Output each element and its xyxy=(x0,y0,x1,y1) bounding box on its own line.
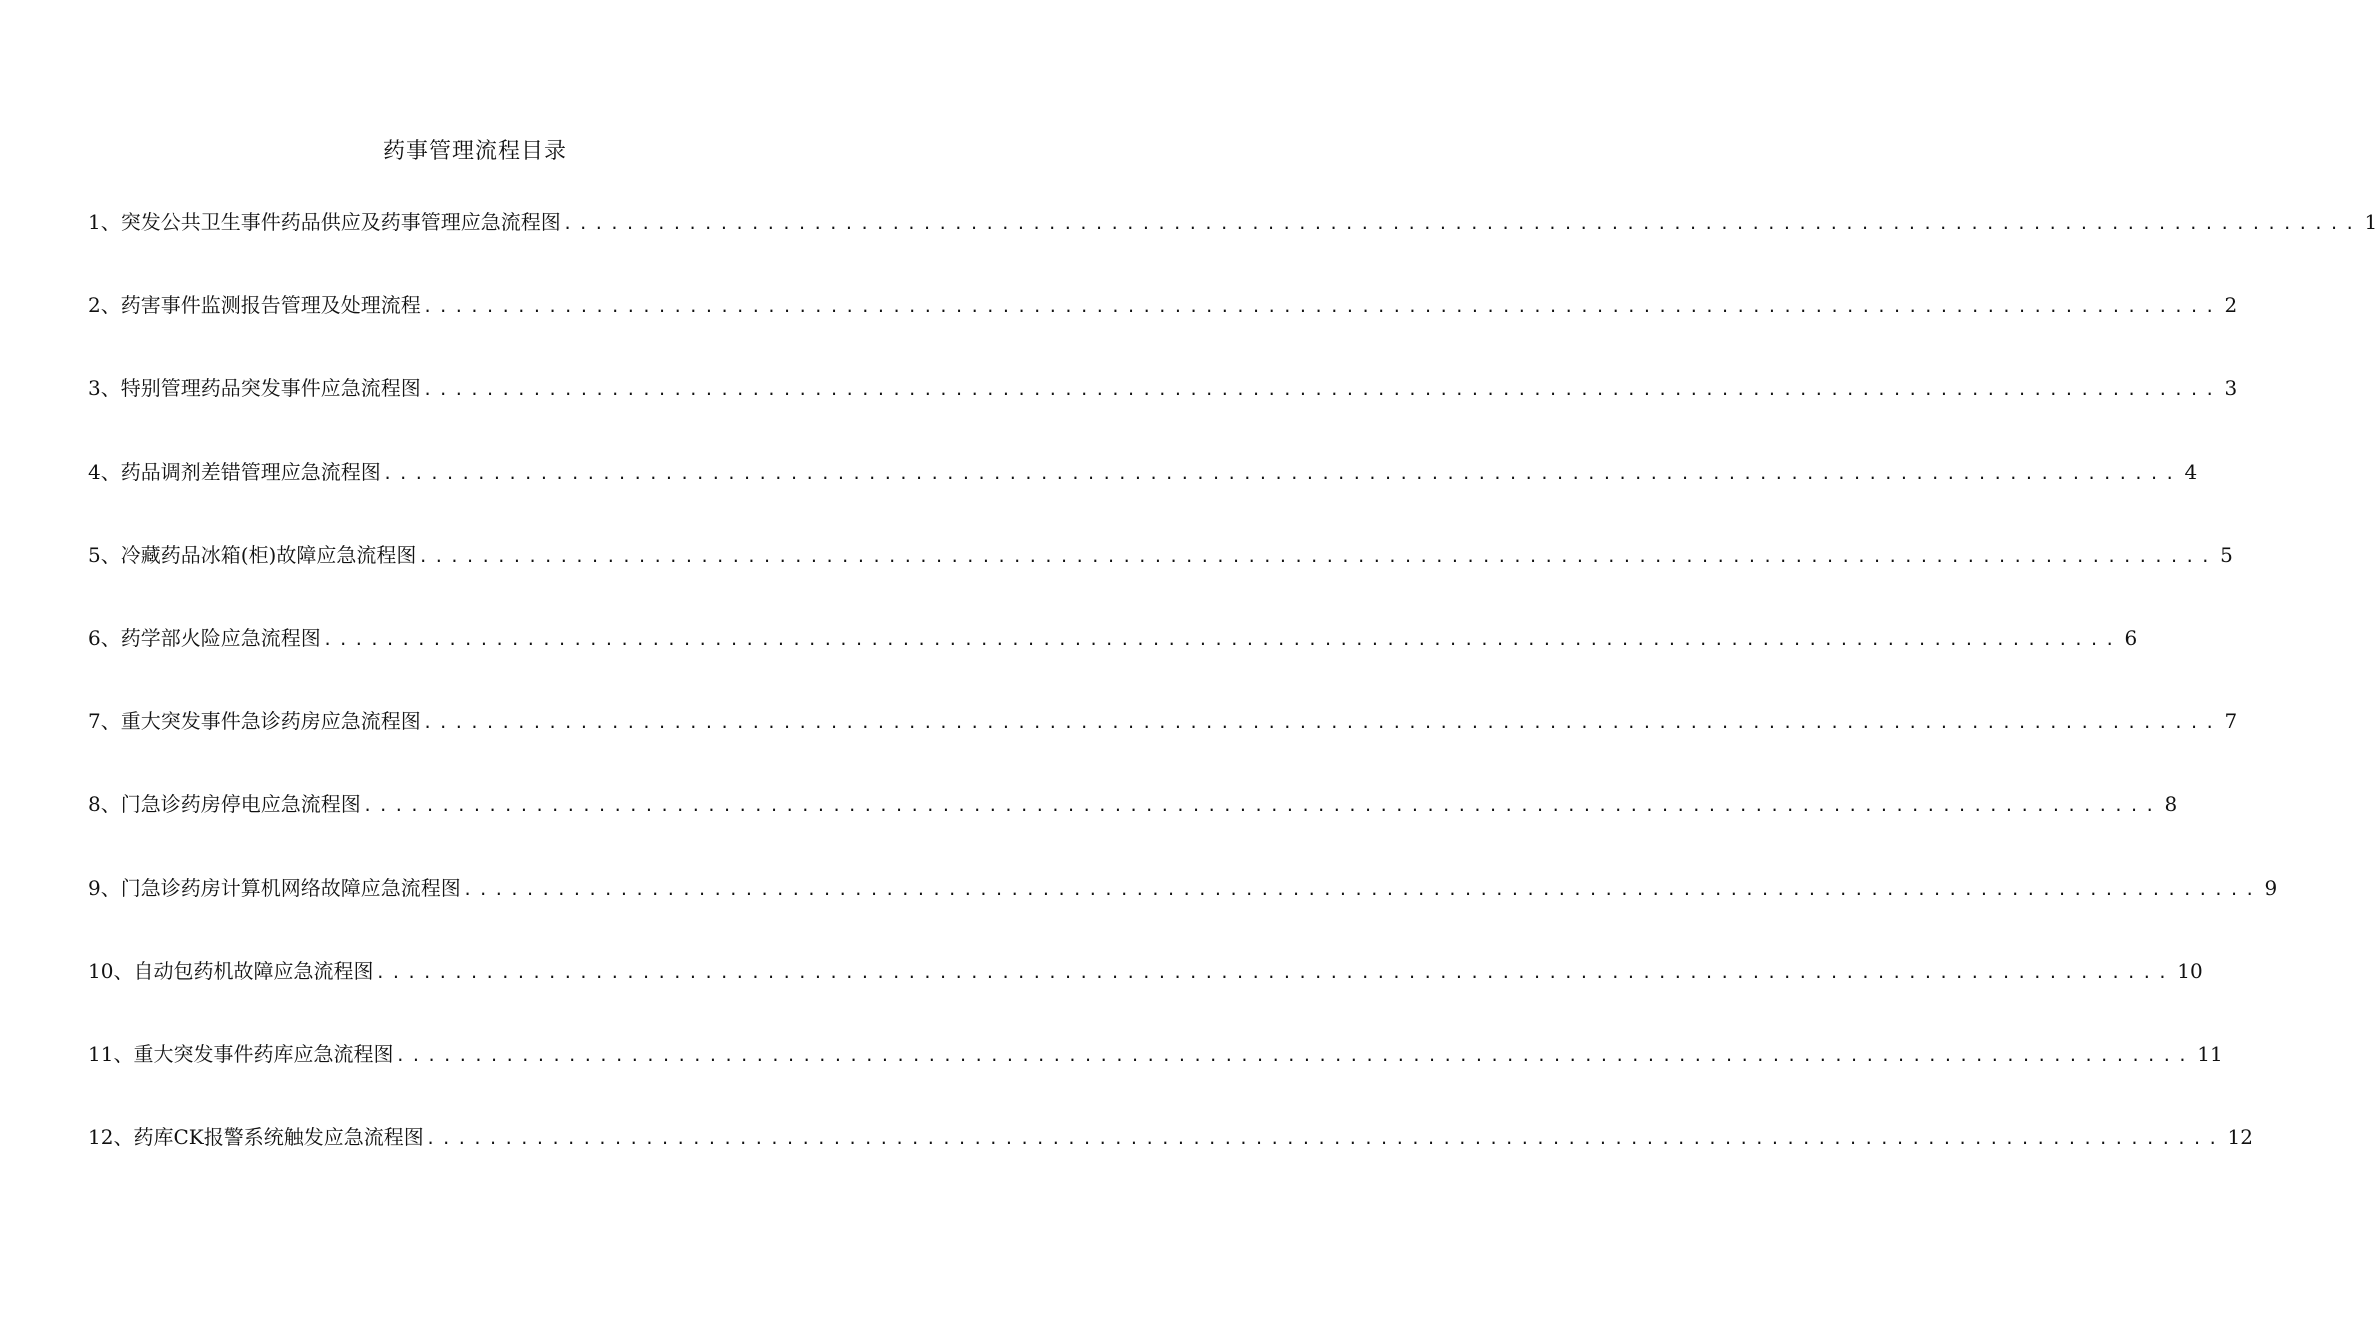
toc-dot-leader: ................................................................................................................... xyxy=(418,546,2217,566)
toc-entry-label: 2、药害事件监测报告管理及处理流程 xyxy=(88,293,421,318)
toc-dot-leader: ................................................................................................................... xyxy=(382,463,2181,483)
toc-dot-leader: ................................................................................................................... xyxy=(362,796,2161,816)
toc-dot-leader: ................................................................................................................... xyxy=(562,214,2361,233)
toc-entry-6[interactable] xyxy=(88,609,2138,692)
toc-entry-label: 8、门急诊药房停电应急流程图 xyxy=(88,792,361,817)
toc-entry-label: 6、药学部火险应急流程图 xyxy=(88,625,321,650)
toc-dot-leader: ................................................................................................................... xyxy=(422,713,2221,733)
page-title: 药事管理流程目录 xyxy=(382,139,567,164)
toc-entry-2[interactable] xyxy=(88,276,2238,359)
toc-dot-leader: ................................................................................................................... xyxy=(395,1045,2194,1065)
toc-entry-11[interactable] xyxy=(88,1025,2223,1108)
toc-entry-7[interactable] xyxy=(88,692,2238,775)
toc-dot-leader: ................................................................................................................... xyxy=(422,380,2221,400)
toc-dot-leader: ................................................................................................................... xyxy=(462,879,2261,899)
toc-page-number: 9 xyxy=(2264,875,2278,900)
toc-page-number: 7 xyxy=(2224,709,2238,734)
toc-entry-label: 11、重大突发事件药库应急流程图 xyxy=(88,1041,394,1066)
toc-entry-label: 7、重大突发事件急诊药房应急流程图 xyxy=(88,709,421,734)
toc-entry-label: 1、突发公共卫生事件药品供应及药事管理应急流程图 xyxy=(88,210,561,234)
toc-page-number: 11 xyxy=(2197,1041,2223,1066)
toc-entry-label: 4、药品调剂差错管理应急流程图 xyxy=(88,459,381,484)
toc-page-number: 12 xyxy=(2227,1125,2253,1150)
toc-entry-8[interactable] xyxy=(88,775,2178,858)
toc-page-number: 1 xyxy=(2364,210,2377,234)
toc-page-number: 2 xyxy=(2224,293,2238,318)
toc-dot-leader: ................................................................................................................... xyxy=(322,629,2121,649)
toc-page-number: 10 xyxy=(2177,958,2203,983)
toc-dot-leader: ................................................................................................................... xyxy=(425,1129,2224,1149)
toc-entry-label: 3、特别管理药品突发事件应急流程图 xyxy=(88,376,421,401)
toc-page-number: 5 xyxy=(2220,542,2233,567)
toc-entry-12[interactable] xyxy=(88,1108,2253,1191)
toc-entry-label: 9、门急诊药房计算机网络故障应急流程图 xyxy=(88,875,461,900)
toc-entry-label: 10、自动包药机故障应急流程图 xyxy=(88,958,374,983)
toc-dot-leader: ................................................................................................................... xyxy=(422,297,2221,317)
table-of-contents xyxy=(88,193,2377,1191)
toc-entry-10[interactable] xyxy=(88,942,2203,1025)
toc-entry-3[interactable] xyxy=(88,359,2238,442)
toc-entry-4[interactable] xyxy=(88,443,2198,526)
toc-page-number: 4 xyxy=(2184,459,2198,484)
toc-entry-5[interactable] xyxy=(88,526,2233,609)
toc-page-number: 8 xyxy=(2164,792,2178,817)
toc-entry-label: 12、药库CK报警系统触发应急流程图 xyxy=(88,1125,424,1150)
toc-dot-leader: ................................................................................................................... xyxy=(375,962,2174,982)
toc-entry-label: 5、冷藏药品冰箱(柜)故障应急流程图 xyxy=(88,542,417,567)
toc-entry-1[interactable] xyxy=(88,193,2377,276)
toc-page-number: 3 xyxy=(2224,376,2238,401)
toc-page-number: 6 xyxy=(2124,625,2138,650)
toc-entry-9[interactable] xyxy=(88,859,2278,942)
